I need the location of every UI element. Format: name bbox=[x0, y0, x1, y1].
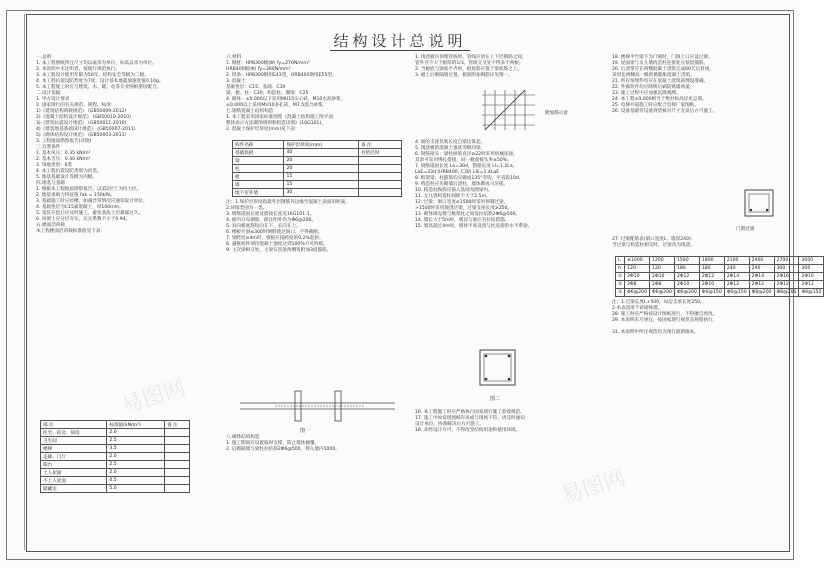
column-4-text-b bbox=[612, 237, 782, 253]
note-line: 26. 设备基础待设备到货核对尺寸无误后方可施工。 bbox=[612, 109, 718, 114]
note-line: 4. 板内分布钢筋，除注明外均为Φ6@200。 bbox=[226, 218, 317, 223]
table-cell bbox=[358, 157, 401, 165]
note-line: 2.本表适用于砖砌体墙。 bbox=[612, 306, 663, 311]
table-cell: 2Φ12 bbox=[674, 273, 699, 281]
table-cell: 2.0 bbox=[107, 453, 165, 461]
column-1-text bbox=[36, 55, 216, 235]
table-header-cell: 标准值(kN/m²) bbox=[107, 421, 165, 429]
column-4-text-c bbox=[612, 300, 782, 420]
table-header-row bbox=[616, 257, 824, 265]
table-cell: Φ6@200 bbox=[625, 289, 650, 297]
table-cell: 180 bbox=[699, 265, 724, 273]
note-line: 22. 外露铁件均应除锈后刷防锈漆两道。 bbox=[612, 85, 695, 90]
note-line: 二.设计依据 bbox=[36, 91, 61, 96]
table-cell: 卫生间 bbox=[41, 437, 107, 445]
note-line: 3. 板上后砌隔墙位置，板底附加钢筋详见图一。 bbox=[415, 73, 513, 78]
figure-1-label: 图一 bbox=[300, 428, 311, 434]
note-line: 3. 场地类别：II类 bbox=[36, 163, 73, 168]
table-row bbox=[41, 469, 190, 477]
note-line: 12. 过梁：洞口宽度≤1500时采用预制过梁， bbox=[415, 200, 509, 205]
table-header-cell: 备 注 bbox=[358, 141, 401, 149]
table-cell: 15 bbox=[284, 181, 359, 189]
table-cell: Φ8@200 bbox=[749, 289, 774, 297]
table-cell: 5.0 bbox=[107, 485, 165, 493]
note-line: 5. 现浇板的混凝土强度等级同梁。 bbox=[415, 146, 486, 151]
note-line: 31. 本说明中所注规范均为现行最新版本。 bbox=[612, 330, 699, 335]
note-line: 1. 现浇板内预埋管线时，管线应放在上下层钢筋之间， bbox=[415, 55, 527, 60]
table-row bbox=[616, 273, 824, 281]
table-cell: Φ8@150 bbox=[799, 289, 824, 297]
note-line: 16. 本工程施工时应严格执行国家现行施工验收规范。 bbox=[415, 410, 525, 415]
note-line: 1. 根据本工程地质勘察报告，以第2层土为持力层。 bbox=[36, 187, 142, 192]
figure-a-caption: 附加筋示意 bbox=[545, 111, 568, 116]
table-row bbox=[41, 485, 190, 493]
cover-thickness-table bbox=[232, 140, 402, 197]
table-cell: 0.5 bbox=[107, 477, 165, 485]
note-line: 6. 楼板开洞≤300时钢筋绕过洞口，不得截断。 bbox=[226, 230, 323, 235]
table-row bbox=[233, 149, 402, 157]
note-line: 1. 钢材：HPB300级(Φ) fy=270N/mm² bbox=[226, 61, 310, 66]
table-cell: 15 bbox=[284, 173, 359, 181]
table-row bbox=[41, 461, 190, 469]
table-cell: 180 bbox=[674, 265, 699, 273]
table-cell: 2Φ12 bbox=[699, 273, 724, 281]
table-header-cell: 构件名称 bbox=[233, 141, 284, 149]
table-row bbox=[41, 429, 190, 437]
note-line: 5. 本工程施工时应与建筑、水、暖、电等专业图纸密切配合。 bbox=[36, 85, 162, 90]
note-line: 2.环境类别为一类。 bbox=[226, 206, 268, 211]
table-row bbox=[233, 173, 402, 181]
note-line: 3. 混凝土： bbox=[226, 79, 251, 84]
table-cell bbox=[165, 429, 190, 437]
note-line: 1)《建筑结构荷载规范》 (GB50009-2012) bbox=[36, 109, 127, 114]
note-line: 一.总则 bbox=[36, 55, 52, 60]
table-cell: 2Φ8 bbox=[625, 281, 650, 289]
table-cell: 2Φ12 bbox=[774, 281, 799, 289]
note-line: 5. 基坑开挖后应及时施工，避免基底土层暴露过久。 bbox=[36, 211, 143, 216]
table-cell: 240 bbox=[749, 265, 774, 273]
table-cell: 梁 bbox=[233, 157, 284, 165]
table-cell: 2Φ10 bbox=[650, 273, 675, 281]
table-cell: 2Φ12 bbox=[724, 281, 749, 289]
note-line: 10. 构造柱纵筋应锚入基础及圈梁内。 bbox=[415, 188, 493, 193]
note-line: 2. 地基承载力特征值 fak = 150kPa。 bbox=[36, 193, 116, 198]
table-cell: 2Φ12 bbox=[799, 281, 824, 289]
note-line: 29. 本说明未尽事宜，按国家现行规范及规程执行。 bbox=[612, 318, 718, 323]
table-cell: 不上人屋面 bbox=[41, 477, 107, 485]
table-row bbox=[233, 189, 402, 197]
note-line: 20. 后浇带应在两侧混凝土浇筑完成60天后封闭， bbox=[612, 67, 714, 72]
table-cell: 120 bbox=[650, 265, 675, 273]
table-cell: 2Φ12 bbox=[749, 281, 774, 289]
note-line: 11. 女儿墙构造柱间距不大于2.5m。 bbox=[415, 194, 491, 199]
table-cell: ③ bbox=[616, 289, 625, 297]
column-2-text bbox=[226, 55, 406, 133]
note-line: 7. 钢筋锚固长度 La=30d，搭接长度 Ll=1.2La。 bbox=[415, 164, 518, 169]
table-header-cell: 保护层厚度(mm) bbox=[284, 141, 359, 149]
note-line: 管外径不大于板厚的1/3，管线交叉处不得多于两根。 bbox=[415, 61, 524, 66]
table-cell: ② bbox=[616, 281, 625, 289]
notes-column-4 bbox=[612, 55, 782, 125]
note-line: 其余可采用绑扎搭接，同一截面接头率≤50%。 bbox=[415, 158, 512, 163]
note-line: 28. 施工时应严格按设计图纸进行，不得擅自更改。 bbox=[612, 312, 718, 317]
table-cell: 30 bbox=[284, 189, 359, 197]
table-cell: 2Φ10 bbox=[674, 281, 699, 289]
sheet-title: 结构设计总说明 bbox=[333, 32, 467, 50]
table-cell: 基础底板 bbox=[233, 149, 284, 157]
note-line: 19. 屋面梁与女儿墙构造柱连接处应预留插筋。 bbox=[612, 61, 709, 66]
note-line: 4. 基础垫层为C15素混凝土，厚100mm。 bbox=[36, 205, 124, 210]
table-row bbox=[41, 445, 190, 453]
table-header-cell: 3000 bbox=[799, 257, 824, 265]
table-cell: 3.5 bbox=[107, 445, 165, 453]
note-line: 4. 板的支座负筋长度自梁边算起。 bbox=[415, 140, 486, 145]
lintel-table bbox=[615, 256, 824, 297]
note-line: 注：1.保护层厚度指最外层钢筋外边缘至混凝土表面的距离。 bbox=[226, 200, 350, 205]
table-header-row bbox=[41, 421, 190, 429]
note-line: 3. 本工程设计使用年限为50年，结构安全等级为二级。 bbox=[36, 73, 149, 78]
note-line: 2. 本说明中未注明者，按现行规范执行。 bbox=[36, 67, 120, 72]
note-line: 五.楼面活荷载 bbox=[36, 223, 66, 228]
table-cell bbox=[358, 181, 401, 189]
note-line: 2. 混凝土保护层厚度(mm)见下表： bbox=[226, 127, 300, 132]
note-line: 4)《建筑地基基础设计规范》 (GB50007-2011) bbox=[36, 127, 136, 132]
note-line: LaE=33d (HRB400, C30) LlE=1.4LaE bbox=[415, 170, 500, 175]
note-line: 15. 墙高超过4m时，墙体半高设置与柱连接的水平系梁。 bbox=[415, 224, 533, 229]
table-header-cell: 1500 bbox=[674, 257, 699, 265]
note-line: 24. 本工程±0.000相当于绝对标高详见总图。 bbox=[612, 97, 707, 102]
note-line: 27. 过梁配筋表(洞口宽度L，墙厚240)： bbox=[612, 237, 696, 242]
note-line: 23. 施工过程中应加强沉降观测。 bbox=[612, 91, 681, 96]
table-cell: 2.0 bbox=[107, 469, 165, 477]
note-line: 8. 悬挑构件须待混凝土强度达到100%方可拆模。 bbox=[226, 242, 328, 247]
table-cell bbox=[358, 173, 401, 181]
table-cell: ① bbox=[616, 273, 625, 281]
table-cell: Φ6@150 bbox=[724, 289, 749, 297]
note-line: 3. 工程地质勘察报告(详勘) bbox=[36, 139, 92, 144]
column-2-text-c bbox=[226, 435, 406, 475]
note-line: 注：1.过梁长度L+500，每边支承长度250。 bbox=[612, 300, 705, 305]
table-cell: 2.5 bbox=[107, 461, 165, 469]
note-line: 8. 框架梁、柱箍筋均应做成135°弯钩，平直段10d。 bbox=[415, 176, 524, 181]
note-line: 2. 国家现行的有关规范、规程、标准： bbox=[36, 103, 116, 108]
table-row bbox=[233, 157, 402, 165]
note-line: 13. 砌体填充墙与框架柱之间设拉结筋2Φ6@500。 bbox=[415, 212, 521, 217]
note-line: 9. 构造柱应先砌墙后浇柱，墙体砌成马牙槎。 bbox=[415, 182, 509, 187]
table-cell: Φ6@200 bbox=[650, 289, 675, 297]
note-line: 2)《混凝土结构设计规范》 (GB50010-2010) bbox=[36, 115, 131, 120]
note-line: 2. 当板底与梁底平齐时，板底筋应置于梁底筋之上。 bbox=[415, 67, 522, 72]
table-cell: 2Φ14 bbox=[724, 273, 749, 281]
table-cell: 2Φ8 bbox=[650, 281, 675, 289]
note-line: 3. 钢筋锚固长度及搭接长度见16G101-1。 bbox=[226, 212, 315, 217]
table-row bbox=[233, 165, 402, 173]
note-line: 4. 本工程抗震设防类别为丙类。 bbox=[36, 169, 102, 174]
table-cell: 有垫层时 bbox=[358, 149, 401, 157]
figure-2-label: 图二 bbox=[490, 396, 501, 402]
table-cell bbox=[165, 437, 190, 445]
table-cell: 2Φ16 bbox=[774, 273, 799, 281]
note-line: 当过梁与构造柱相交时，过梁改为现浇。 bbox=[612, 243, 695, 248]
note-line: 5)《砌体结构设计规范》 (GB50003-2011) bbox=[36, 133, 127, 138]
note-line: 基础垫层：C15；基础：C30 bbox=[226, 85, 286, 90]
note-line: 18. 未经设计许可，不得改变结构用途和使用环境。 bbox=[415, 428, 521, 433]
note-line: 1. 本工程采用国家标准图集《混凝土结构施工图平面 bbox=[226, 115, 333, 120]
table-cell: 120 bbox=[625, 265, 650, 273]
note-line: 1. 本工程图纸所注尺寸均以毫米为单位，标高以米为单位。 bbox=[36, 61, 157, 66]
note-line: 1. 施工期间应设置临时支撑，防止墙体倾覆。 bbox=[226, 441, 320, 446]
table-cell: 板 bbox=[233, 173, 284, 181]
table-row bbox=[233, 181, 402, 189]
table-row bbox=[41, 437, 190, 445]
note-line: 6. 回填土应分层夯实，压实系数不小于0.94。 bbox=[36, 217, 131, 222]
lintel-detail-figure bbox=[740, 185, 780, 225]
note-line: 整体表示方法制图规则和构造详图》(16G101)。 bbox=[226, 121, 326, 126]
table-header-cell: ≤1000 bbox=[625, 257, 650, 265]
note-line: 梁、板、柱：C30；构造柱、圈梁：C25 bbox=[226, 91, 309, 96]
table-header-cell: 1200 bbox=[650, 257, 675, 265]
note-line: 三.自然条件 bbox=[36, 145, 61, 150]
table-row bbox=[616, 265, 824, 273]
note-line: >1500时采用现浇过梁，过梁支座长度≥250。 bbox=[415, 206, 513, 211]
table-cell: 2Φ16 bbox=[799, 273, 824, 281]
table-cell bbox=[358, 189, 401, 197]
note-line: 本工程楼面活荷载标准值见下表： bbox=[36, 229, 105, 234]
watermark: 易图网 bbox=[558, 465, 629, 510]
table-cell: 楼梯 bbox=[41, 445, 107, 453]
note-line: 25. 电梯井道施工时应配合电梯厂家图纸。 bbox=[612, 103, 699, 108]
table-header-cell: 部 位 bbox=[41, 421, 107, 429]
note-line: 5. 地基基础设计等级为丙级。 bbox=[36, 175, 97, 180]
live-load-table bbox=[40, 420, 190, 493]
table-cell bbox=[165, 469, 190, 477]
note-line: 1. 甲方设计要求 bbox=[36, 97, 70, 102]
table-cell: Φ6@200 bbox=[674, 289, 699, 297]
table-cell: 地下室外墙 bbox=[233, 189, 284, 197]
table-header-cell: 2100 bbox=[724, 257, 749, 265]
table-cell: 20 bbox=[284, 157, 359, 165]
table-row bbox=[41, 477, 190, 485]
table-cell: 走廊、门厅 bbox=[41, 453, 107, 461]
table-cell: 300 bbox=[774, 265, 799, 273]
note-line: 2. 焊条：HPB300钢用E43型，HRB400钢用E55型。 bbox=[226, 73, 337, 78]
table-cell: 20 bbox=[284, 165, 359, 173]
note-line: 6. 钢筋接头：梁柱纵筋直径≥22时采用机械连接， bbox=[415, 152, 518, 157]
table-cell bbox=[165, 477, 190, 485]
table-cell bbox=[165, 445, 190, 453]
table-cell: 40 bbox=[284, 149, 359, 157]
note-line: 采用比两侧高一级的微膨胀混凝土浇筑。 bbox=[612, 73, 695, 78]
table-cell: 2Φ10 bbox=[625, 273, 650, 281]
note-line: 1. 基本风压：0.35 kN/m² bbox=[36, 151, 91, 156]
note-line: 设计单位，协商解决后方可施工。 bbox=[415, 422, 484, 427]
note-line: 3. 基础施工时应验槽，如遇异常情况应通知设计单位。 bbox=[36, 199, 148, 204]
column-3-text-c bbox=[415, 410, 603, 490]
column-stirrup-figure bbox=[470, 345, 530, 395]
table-cell: 住宅、宿舍、厨房 bbox=[41, 429, 107, 437]
table-header-cell: 2400 bbox=[749, 257, 774, 265]
table-cell: Φ8@200 bbox=[774, 289, 799, 297]
table-cell: 2.5 bbox=[107, 437, 165, 445]
note-line: 14. 墙长大于5m时，墙顶与梁应有拉结措施。 bbox=[415, 218, 510, 223]
column-2-text-b bbox=[226, 200, 406, 320]
table-cell: 2Φ14 bbox=[749, 273, 774, 281]
table-header-cell: 备 注 bbox=[165, 421, 190, 429]
slab-section-figure bbox=[235, 385, 400, 425]
table-cell: 2Φ10 bbox=[699, 281, 724, 289]
table-cell bbox=[358, 165, 401, 173]
table-cell: 墙 bbox=[233, 181, 284, 189]
table-header-cell: 2700 bbox=[774, 257, 799, 265]
table-cell: 储藏室 bbox=[41, 485, 107, 493]
note-line: 六.材料 bbox=[226, 55, 242, 60]
note-line: 17. 施工中如发现图纸有误或与现场不符，请及时通知 bbox=[415, 416, 525, 421]
table-cell bbox=[165, 461, 190, 469]
note-line: 2. 基本雪压：0.40 kN/m² bbox=[36, 157, 91, 162]
note-line: 4. 本工程抗震设防烈度为7度，设计基本地震加速度值0.10g。 bbox=[36, 79, 164, 84]
title-underline bbox=[330, 50, 470, 51]
grid-reinforcement-figure bbox=[480, 85, 540, 135]
note-line: 四.地基与基础 bbox=[36, 181, 66, 186]
note-line: 2. 后砌隔墙与梁柱拉结筋2Φ6@500，伸入墙内1000。 bbox=[226, 447, 340, 452]
note-line: 7. 梁跨度≥4m时，模板应按跨度的0.2%起拱。 bbox=[226, 236, 324, 241]
table-cell: 2.0 bbox=[107, 429, 165, 437]
note-line: 七.钢筋混凝土结构构造 bbox=[226, 109, 274, 114]
note-line: ±0.000以上采用MU10多孔砖，M7.5混合砂浆。 bbox=[226, 103, 328, 108]
table-row bbox=[616, 289, 824, 297]
note-line: 9. 主次梁相交处，主梁在次梁两侧各附加3道箍筋。 bbox=[226, 248, 332, 253]
table-row bbox=[616, 281, 824, 289]
watermark: 易图网 bbox=[118, 375, 189, 420]
table-cell: 上人屋面 bbox=[41, 469, 107, 477]
table-cell: 柱 bbox=[233, 165, 284, 173]
binding-margin bbox=[8, 14, 25, 550]
table-cell bbox=[165, 453, 190, 461]
table-cell: Φ6@150 bbox=[699, 289, 724, 297]
note-line: 3)《建筑抗震设计规范》 (GB50011-2010) bbox=[36, 121, 127, 126]
note-line: HRB400级(Φ) fy=360N/mm² bbox=[226, 67, 291, 72]
note-line: 5. 双向板底筋短向在下，长向在上。 bbox=[226, 224, 301, 229]
table-header-cell: 1800 bbox=[699, 257, 724, 265]
table-header-row bbox=[233, 141, 402, 149]
note-line: 18. 楼梯平台梁下为门洞时，门洞上口应设过梁。 bbox=[612, 55, 713, 60]
table-cell: 阳台 bbox=[41, 461, 107, 469]
table-cell: 240 bbox=[724, 265, 749, 273]
note-line: 八.砌体结构构造 bbox=[226, 435, 260, 440]
table-row bbox=[41, 453, 190, 461]
table-cell: h bbox=[616, 265, 625, 273]
note-line: 21. 所有预埋件均应在混凝土浇筑前埋设准确。 bbox=[612, 79, 709, 84]
table-header-cell: L bbox=[616, 257, 625, 265]
table-cell bbox=[165, 485, 190, 493]
lintel-figure-caption: 门窗过梁 bbox=[736, 227, 755, 232]
note-line: 4. 砌体：±0.000以下采用MU15实心砖，M10水泥砂浆； bbox=[226, 97, 346, 102]
table-cell: 300 bbox=[799, 265, 824, 273]
